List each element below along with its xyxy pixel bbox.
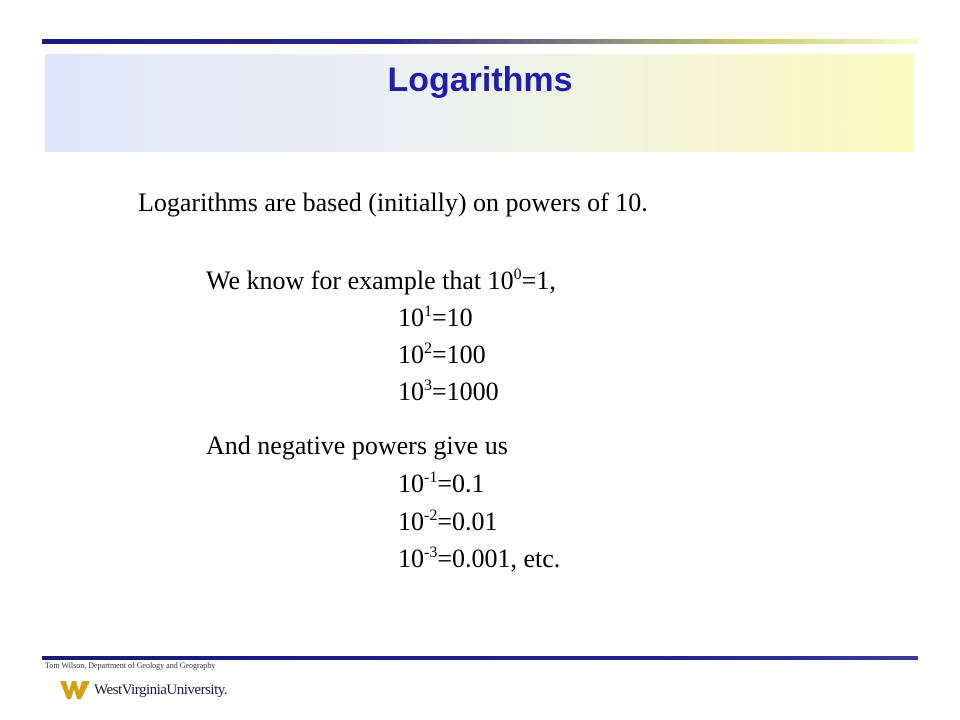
power-exponent: 0 (513, 266, 522, 283)
power-base: 10 (398, 303, 424, 332)
positive-intro: We know for example that (206, 266, 482, 295)
power-base: 10 (398, 544, 424, 573)
power-base: 10 (398, 507, 424, 536)
power-result: =1, (521, 266, 556, 295)
wv-flying-logo-icon (60, 679, 90, 701)
power-base: 10 (398, 377, 424, 406)
positive-power-line-2 (398, 340, 486, 370)
power-result: =0.1 (437, 469, 485, 498)
positive-power-line-3 (398, 377, 499, 407)
power-exponent: -2 (424, 507, 438, 524)
wvu-wordmark: WestVirginiaUniversity. (94, 681, 228, 698)
power-result: =1000 (432, 377, 499, 406)
power-exponent: -3 (424, 544, 438, 561)
top-rule (42, 39, 918, 44)
power-result: =0.01 (437, 507, 498, 536)
power-result: =10 (432, 303, 473, 332)
power-exponent: 1 (424, 303, 432, 320)
power-exponent: -1 (424, 469, 438, 486)
power-exponent: 2 (424, 340, 432, 357)
negative-power-line-0 (398, 469, 485, 499)
negative-power-line-1 (398, 507, 498, 537)
footer-credit: Tom Wilson, Department of Geology and Geography (45, 661, 216, 670)
wvu-logo (60, 676, 227, 704)
positive-power-line-0 (206, 266, 556, 296)
power-result: =0.001, etc. (437, 544, 561, 573)
bottom-rule (42, 656, 918, 660)
positive-power-line-1 (398, 303, 473, 333)
negative-intro: And negative powers give us (206, 431, 508, 460)
power-result: =100 (432, 340, 486, 369)
power-base: 10 (398, 340, 424, 369)
intro-text: Logarithms are based (initially) on powers of 10. (138, 188, 648, 217)
slide-title: Logarithms (387, 61, 573, 99)
negative-power-line-2 (398, 544, 560, 574)
power-exponent: 3 (424, 377, 432, 394)
power-base: 10 (487, 266, 514, 295)
power-base: 10 (398, 469, 424, 498)
